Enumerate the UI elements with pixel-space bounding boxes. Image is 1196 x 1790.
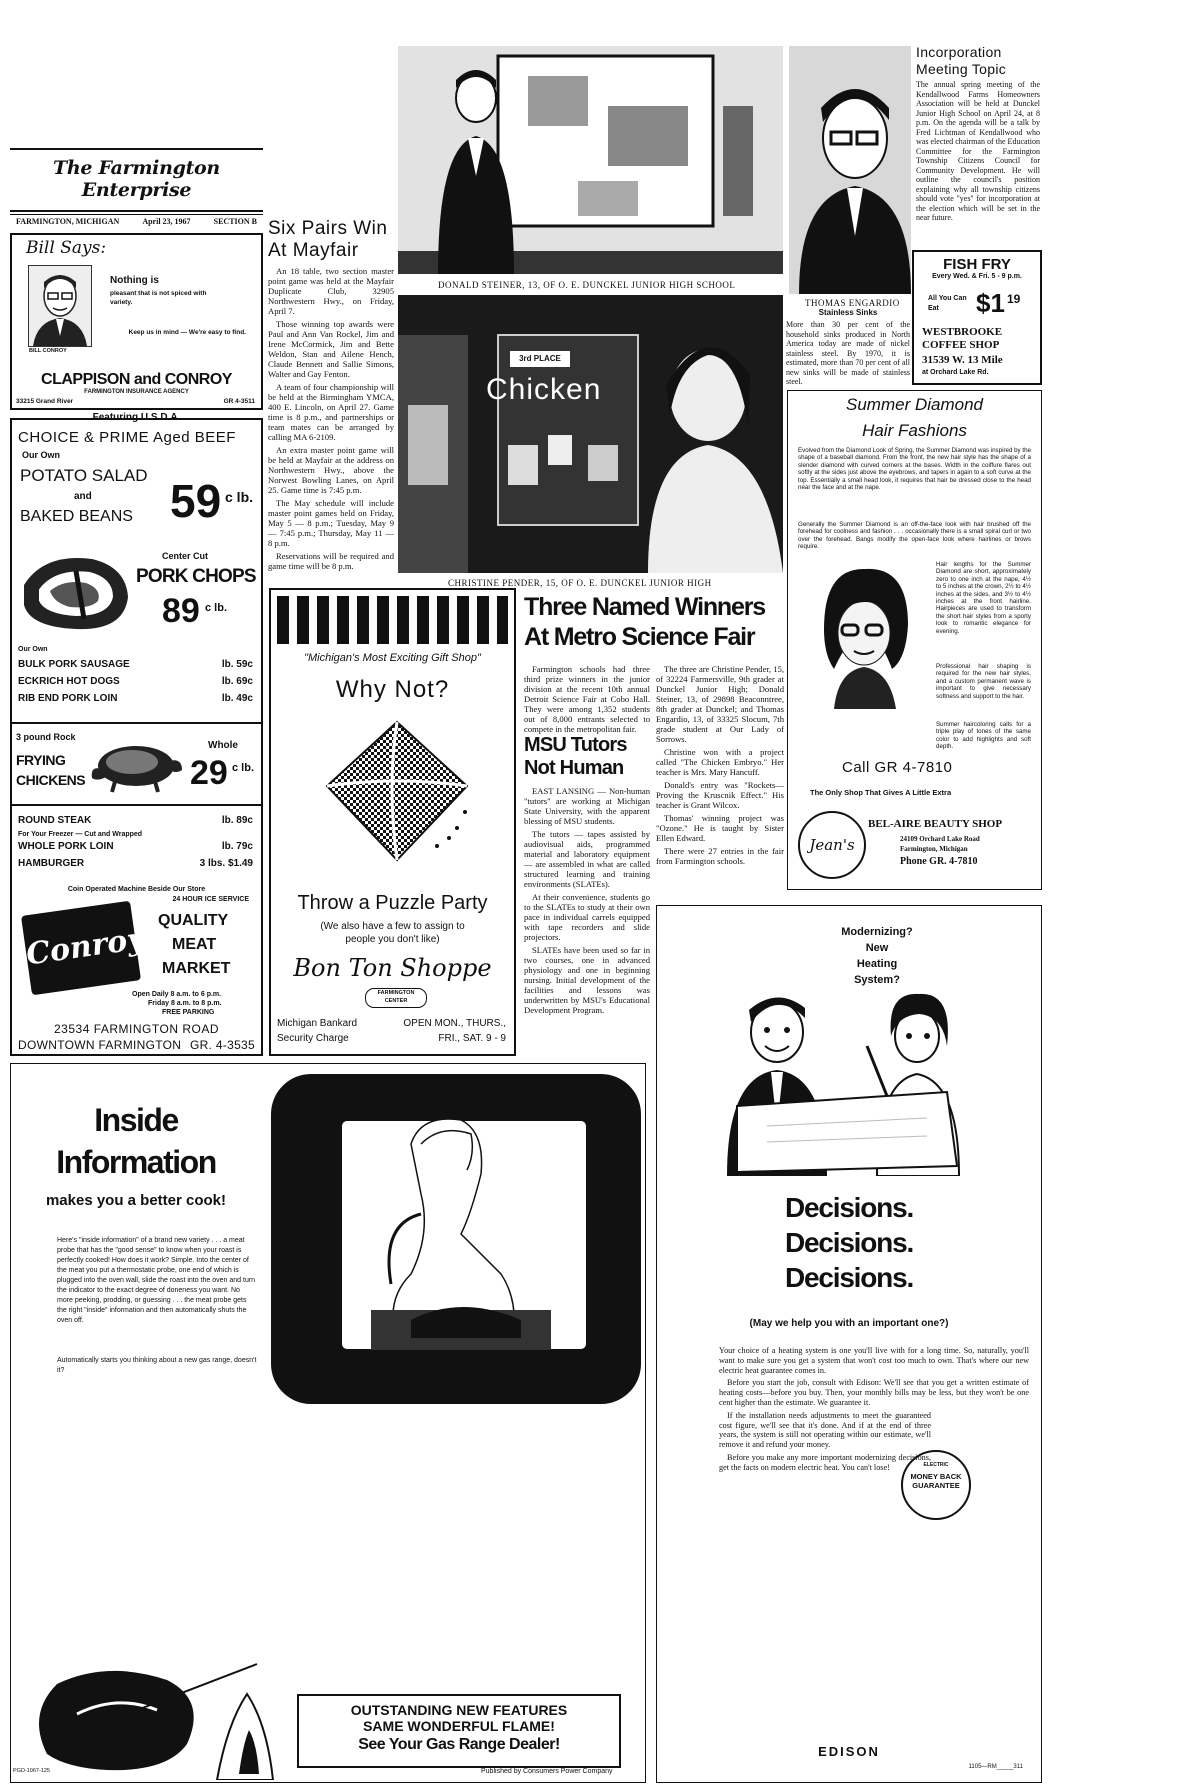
baked-beans: BAKED BEANS [20,508,133,525]
hair-fashions-ad [787,390,1042,890]
bon-ton-stripes [277,596,508,644]
salad-price: 59 [170,475,222,527]
price-row: ECKRICH HOT DOGS lb. 69c [18,676,253,687]
decisions-line: Decisions. [784,1262,914,1293]
seal-line: GUARANTEE [912,1481,960,1490]
paragraph: Your choice of a heating system is one you'll live with for a long time. So, naturally, you'll want to make sure you get a system that won't cost too much to own. That's where our new electric heat guarantee comes in. [719,1346,1029,1375]
chicken-unit: c lb. [232,762,255,774]
beauty-shop-address: 24109 Orchard Lake Road [900,835,980,843]
seal-line: MONEY BACK [910,1472,962,1481]
gas-body-1: Here's "inside information" of a brand new variety . . . a meat probe that has the "good sense" to know when your roast is perfectly cooked! How does it work? Simple. Into the center of the meat you put a thermostatic probe, one end of which is plugged into the oven wall, slide the roast into the oven and turn the indicator to the exact degree of doneness you want. No more peeking, prodding, or guessing . . . the meat probe gets the right "inside" information and then automatically shuts the oven off. [57,1237,256,1324]
keep-us-text: Keep us in mind — We're easy to find. [128,329,246,336]
quote-title: Nothing is [110,275,159,286]
coin-note: Coin Operated Machine Beside Our Store [67,886,206,893]
beauty-shop-city: Farmington, Michigan [900,845,968,853]
bon-ton-ad [269,588,516,1056]
third-place-label: 3rd PLACE [510,351,570,367]
hair-side-3: Summer haircoloring calls for a triple play of tones of the same color to add highlights and soft depth. [936,721,1031,751]
paragraph: A team of four championship will be held at the Birmingham YMCA, 400 E. Lincoln, on April 27. Game time is 8 p.m., and partnerships or team mates can be arranged by calling MA 6-2109. [268,382,394,442]
banner-line-3: See Your Gas Range Dealer! [358,1736,560,1753]
store-downtown-row [18,1038,255,1052]
bon-ton-name: Bon Ton Shoppe [293,954,492,982]
chicken-sign: Chicken [486,373,602,406]
bill-says-heading: Bill Says: [26,238,107,258]
steiner-caption: DONALD STEINER, 13, OF O. E. DUNCKEL JUNIOR HIGH SCHOOL [438,280,736,290]
bubble-line: Heating [856,958,898,970]
chops-price: 89 [162,592,200,630]
hair-tagline: The Only Shop That Gives A Little Extra [810,788,952,797]
bill-conroy-photo [28,265,92,347]
puzzle-graphic [317,716,477,866]
hair-title-2: Hair Fashions [862,421,967,440]
clappison-conroy-ad [10,233,263,410]
engardio-photo [789,46,911,294]
gas-ad-code: PGD-1067-125 [13,1768,50,1774]
and-label: and [74,491,92,502]
paragraph: Before you start the job, consult with Edison: We'll see that you get a written estimate of heating costs—before you buy. Then, your monthly bills may be less, but they won't be one cent higher than the estimate. We guarantee it. [719,1378,1029,1407]
couple-illustration [697,986,997,1176]
parking: FREE PARKING [162,1009,215,1016]
science-headline-2: At Metro Science Fair [524,623,755,651]
photo-caption: BILL CONROY [29,348,67,354]
conroys-logo: Conroy's [21,901,141,996]
decisions-line: Decisions. [784,1192,914,1223]
jeans-logo: Jean's [798,811,866,879]
masthead [10,148,263,226]
rock-label: 3 pound Rock [16,732,76,742]
agency-phone: GR 4-3511 [223,398,255,405]
why-not-heading: Why Not? [335,676,450,703]
pork-chops-graphic [14,545,136,637]
incorporation-article [916,44,1040,223]
chickens-label: CHICKENS [16,772,86,788]
paragraph: The tutors — tapes assisted by audiovisual aids, programmed material and laboratory equipment — are assembled in what are called structured learning and training environments (SLATEs). [524,829,650,889]
roast-illustration [17,1654,277,1780]
msu-article [524,734,650,1018]
gas-banner [297,1694,621,1768]
chicken-box [12,722,261,806]
throw-puzzle-sub: (We also have a few to assign to people you don't like) [320,921,465,945]
hair-side-2: Professional hair shaping is required for the new hair styles, and a custom permanent wave is important to give necessary softness and support to the hair. [936,663,1031,700]
whole-label: Whole [208,740,238,751]
edison-code: 1105—RM_____311 [968,1764,1023,1770]
guarantee-seal [901,1450,971,1520]
masthead-date: April 23, 1967 [142,217,191,226]
fish-fry-price: $1 [976,288,1005,318]
quote-text: pleasant that is not spiced with variety. [110,290,207,306]
fish-fry-title: FISH FRY [943,256,1011,273]
masthead-city: FARMINGTON, MICHIGAN [16,217,120,226]
price-row: ROUND STEAK lb. 89c [18,815,253,826]
science-col-1 [524,664,650,737]
beauty-shop-name: BEL-AIRE BEAUTY SHOP [868,818,1003,830]
incorporation-headline: Incorporation Meeting Topic [916,44,1007,77]
freezer-note: For Your Freezer — Cut and Wrapped [18,831,143,838]
price-row: RIB END PORK LOIN lb. 49c [18,693,253,704]
store-address: 23534 FARMINGTON ROAD [54,1022,219,1036]
conroy-meat-ad [10,412,263,1056]
salad-unit: c lb. [225,489,254,505]
price-row: WHOLE PORK LOIN lb. 79c [18,841,253,852]
decisions-line: Decisions. [784,1227,914,1258]
steiner-photo [398,46,783,274]
ice-service: 24 HOUR ICE SERVICE [172,896,249,903]
fish-fry-ad [912,250,1042,385]
beef-heading: CHOICE & PRIME Aged BEEF [18,429,236,446]
oven-illustration [271,1074,641,1404]
meat-label: MEAT [172,936,217,953]
paragraph: An extra master point game will be held at Mayfair at the address on Northwestern Hwy., above the Norwest Bowling Lanes, on April 25. Game time is 7:45 p.m. [268,445,394,495]
msu-headline-1: MSU Tutors [524,734,627,756]
incorporation-body: The annual spring meeting of the Kendallwood Farms Homeowners Association will be held at Dunckel Junior High School on April 24, at 8 p.m. On the agenda will be a talk by Fred Lichtman of Kendallwood who was elected chairman of the Education Committee for the Farmington Township Citizens Council for Community Development. He will outline the council's position explaining why all township citizens should vote "yes" for incorporation at the election which will be set in the near future. [916,80,1040,222]
beauty-shop-phone: Phone GR. 4-7810 [900,856,978,867]
hair-body-2: Generally the Summer Diamond is an off-the-face look with hair brushed off the forehead for coolness and fashion . . . occasionally there is a small spiral curl or two over the forehead. Bangs modify the open-face look where hairlines or brows require. [798,521,1031,551]
paragraph: An 18 table, two section master point game was held at the Mayfair Duplicate Club, 32905 Northwestern Hwy., on Friday, April 7. [268,266,394,316]
store-phone: GR. 4-3535 [189,1038,255,1052]
frying-label: FRYING [16,752,66,768]
price-row: BULK PORK SAUSAGE lb. 59c [18,659,253,670]
paragraph: If the installation needs adjustments to meet the guaranteed cost figure, we'll see that it's done. And if at the end of three years, the system is still not operating within our estimate, we'll remove it and refund your money. [719,1410,931,1450]
hair-title-1: Summer Diamond [846,395,983,414]
throw-puzzle-heading: Throw a Puzzle Party [297,892,488,914]
gas-publisher: Published by Consumers Power Company [481,1768,613,1775]
science-headline-1: Three Named Winners [524,593,765,621]
price-list-1 [18,656,253,707]
bon-ton-slogan: "Michigan's Most Exciting Gift Shop" [304,652,481,664]
sinks-article [786,308,910,387]
important-question: (May we help you with an important one?) [749,1318,949,1329]
our-own-label: Our Own [22,450,60,460]
our-own-label-2: Our Own [18,646,48,653]
paragraph: Donald's entry was "Rockets—Proving the Kruscnik Effect." His teacher is Grant Wilcox. [656,780,784,810]
agency-address: 33215 Grand River [16,398,74,405]
roast-chicken-graphic [86,734,186,794]
inside-headline-1: Inside [94,1102,178,1138]
paragraph: Reservations will be required and game time will be 8 p.m. [268,551,394,571]
price-row: HAMBURGER 3 lbs. $1.49 [18,858,253,869]
sinks-body: More than 30 per cent of the household sinks produced in North America today are made of nickel stainless steel. By 1970, it is estimated, more than 70 per cent of all new sinks will be made of stainless steel. [786,320,910,386]
potato-salad: POTATO SALAD [20,466,148,485]
sinks-headline: Stainless Sinks [818,308,878,317]
edison-body [719,1346,1029,1476]
banner-line-2: SAME WONDERFUL FLAME! [363,1718,555,1734]
agency-subtitle: FARMINGTON INSURANCE AGENCY [84,389,189,395]
edison-ad [656,905,1042,1783]
science-fair-article [524,592,784,652]
paragraph: At their convenience, students go to the SLATEs to study at their own pace in individual carrels equipped with tape recorders and slide projectors. [524,892,650,942]
seal-line: ELECTRIC [923,1462,949,1468]
chops-unit: c lb. [205,602,228,614]
paragraph: Those winning top awards were Paul and Ann Van Rockel, Jim and Irene McCormick, Jim and Bette Weldon, Stan and Ailene Hench, Claude Bennett and Sallie Simons, Walter and Gay Fenton. [268,319,394,379]
fish-fry-days: Every Wed. & Fri. 5 - 9 p.m. [932,273,1022,280]
bubble-line: New [865,942,889,954]
downtown-label: DOWNTOWN FARMINGTON [18,1038,182,1052]
pork-chops-label: PORK CHOPS [136,566,256,587]
agency-name: CLAPPISON and CONROY [41,371,232,388]
paragraph: SLATEs have been used so far in two courses, one in advanced physiology and one in beginning nursing. Initial development of the facilities and lessons was underwritten by MSU's Educational Development Program. [524,945,650,1015]
bankard-2: Security Charge [277,1033,349,1044]
masthead-section: SECTION B [213,217,257,226]
msu-headline-2: Not Human [524,757,624,779]
farmington-center-badge: FARMINGTON CENTER [365,988,427,1008]
gas-body-2: Automatically starts you thinking about a new gas range, doesn't it? [57,1357,257,1374]
chicken-price: 29 [190,754,228,792]
masthead-title: The Farmington Enterprise [53,157,220,201]
hair-side-1: Hair lengths for the Summer Diamond are short, approximately zero to one inch at the nape, 4½ to 5 inches at the crown, 2½ to 4½ inches at the sides, and 3½ to 4½ inches at the front hairline. Hairpieces are used to transform the short hair styles from a sporty look to romantic elegance for evening. [936,561,1031,635]
hours-2: Friday 8 a.m. to 8 p.m. [148,1000,222,1007]
open-hours-1: OPEN MON., THURS., [403,1018,506,1029]
fish-fry-price-cents: 19 [1007,292,1021,306]
hair-model-photo [804,559,926,709]
inside-sub: makes you a better cook! [45,1192,227,1209]
open-hours-2: FRI., SAT. 9 - 9 [438,1033,506,1044]
pender-photo [398,295,783,573]
bubble-line: System? [854,974,900,986]
quality-label: QUALITY [158,912,229,929]
pender-caption: CHRISTINE PENDER, 15, OF O. E. DUNCKEL JUNIOR HIGH [448,578,712,588]
six-pairs-headline: Six Pairs Win At Mayfair [268,218,388,261]
coffee-shop-address: 31539 W. 13 Mile [922,354,1003,366]
inside-headline-2: Information [56,1144,216,1180]
six-pairs-article [268,218,394,574]
bankard-1: Michigan Bankard [277,1018,358,1029]
market-label: MARKET [162,960,231,977]
all-you-label: All You Can Eat [928,295,967,312]
paragraph: The May schedule will include master point games held on Friday, May 5 — 8 p.m.; Tuesday, May 9 — 7:45 p.m.; Thursday, May 11 — 8 p.m. [268,498,394,548]
paragraph: Thomas' winning project was "Ozone." He is taught by Sister Ellen Edward. [656,813,784,843]
coffee-shop-name: WESTBROOKE COFFEE SHOP [922,326,1003,351]
paragraph: The three are Christine Pender, 15, of 32224 Farmersville, 9th grader at Dunckel Junior High; Donald Steiner, 13, of 29898 Beaconntree, 8th grader at Dunckel; and Thomas Engardio, 13, of 33325 Slocum, 7th grade student at Our Lady of Sorrows. [656,664,784,744]
paragraph: Before you make any more important modernizing decisions, get the facts on modern electric heat. You can't lose! [719,1452,931,1472]
bubble-line: Modernizing? [841,926,913,938]
paragraph: Christine won with a project called "The Chicken Embryo." Her teacher is Mrs. Mary Hancuff. [656,747,784,777]
coffee-shop-cross: at Orchard Lake Rd. [922,369,989,376]
banner-line-1: OUTSTANDING NEW FEATURES [350,1702,568,1718]
science-col-2 [656,664,784,869]
engardio-caption: THOMAS ENGARDIO [805,298,900,308]
hair-body-1: Evolved from the Diamond Look of Spring, the Summer Diamond was inspired by the shape of a baseball diamond. From the front, the new hair style has the shape of a slender diamond with curved corners at the bases. Width in the coiffure flares out softly at the sides just above the eyebrows, and tapers in again to a soft curve at the top. Essentially a small head look, it requires that hair be dressed close to the head near the face and at the nape. [798,447,1031,492]
modernizing-bubble [817,924,937,988]
edison-logo: EDISON [818,1744,880,1759]
featuring-label: Featuring U.S.D.A. [92,412,181,423]
decisions-stack [657,1190,1041,1295]
price-list-2 [18,812,253,872]
paragraph: Farmington schools had three third prize winners in the junior division at the recent 10th annual Detroit Science Fair at Cobo Hall. They were among 1,352 students out of 8,000 entrants selected to compete in the metropolitan fair. [524,664,650,734]
hair-call: Call GR 4-7810 [842,759,953,776]
hours-1: Open Daily 8 a.m. to 6 p.m. [132,991,222,998]
paragraph: EAST LANSING — Non-human "tutors" are working at Michigan State University, with the apparent blessing of MSU students. [524,786,650,826]
gas-range-ad [10,1063,646,1783]
center-cut-label: Center Cut [162,551,209,561]
paragraph: There were 27 entries in the fair from Farmington schools. [656,846,784,866]
